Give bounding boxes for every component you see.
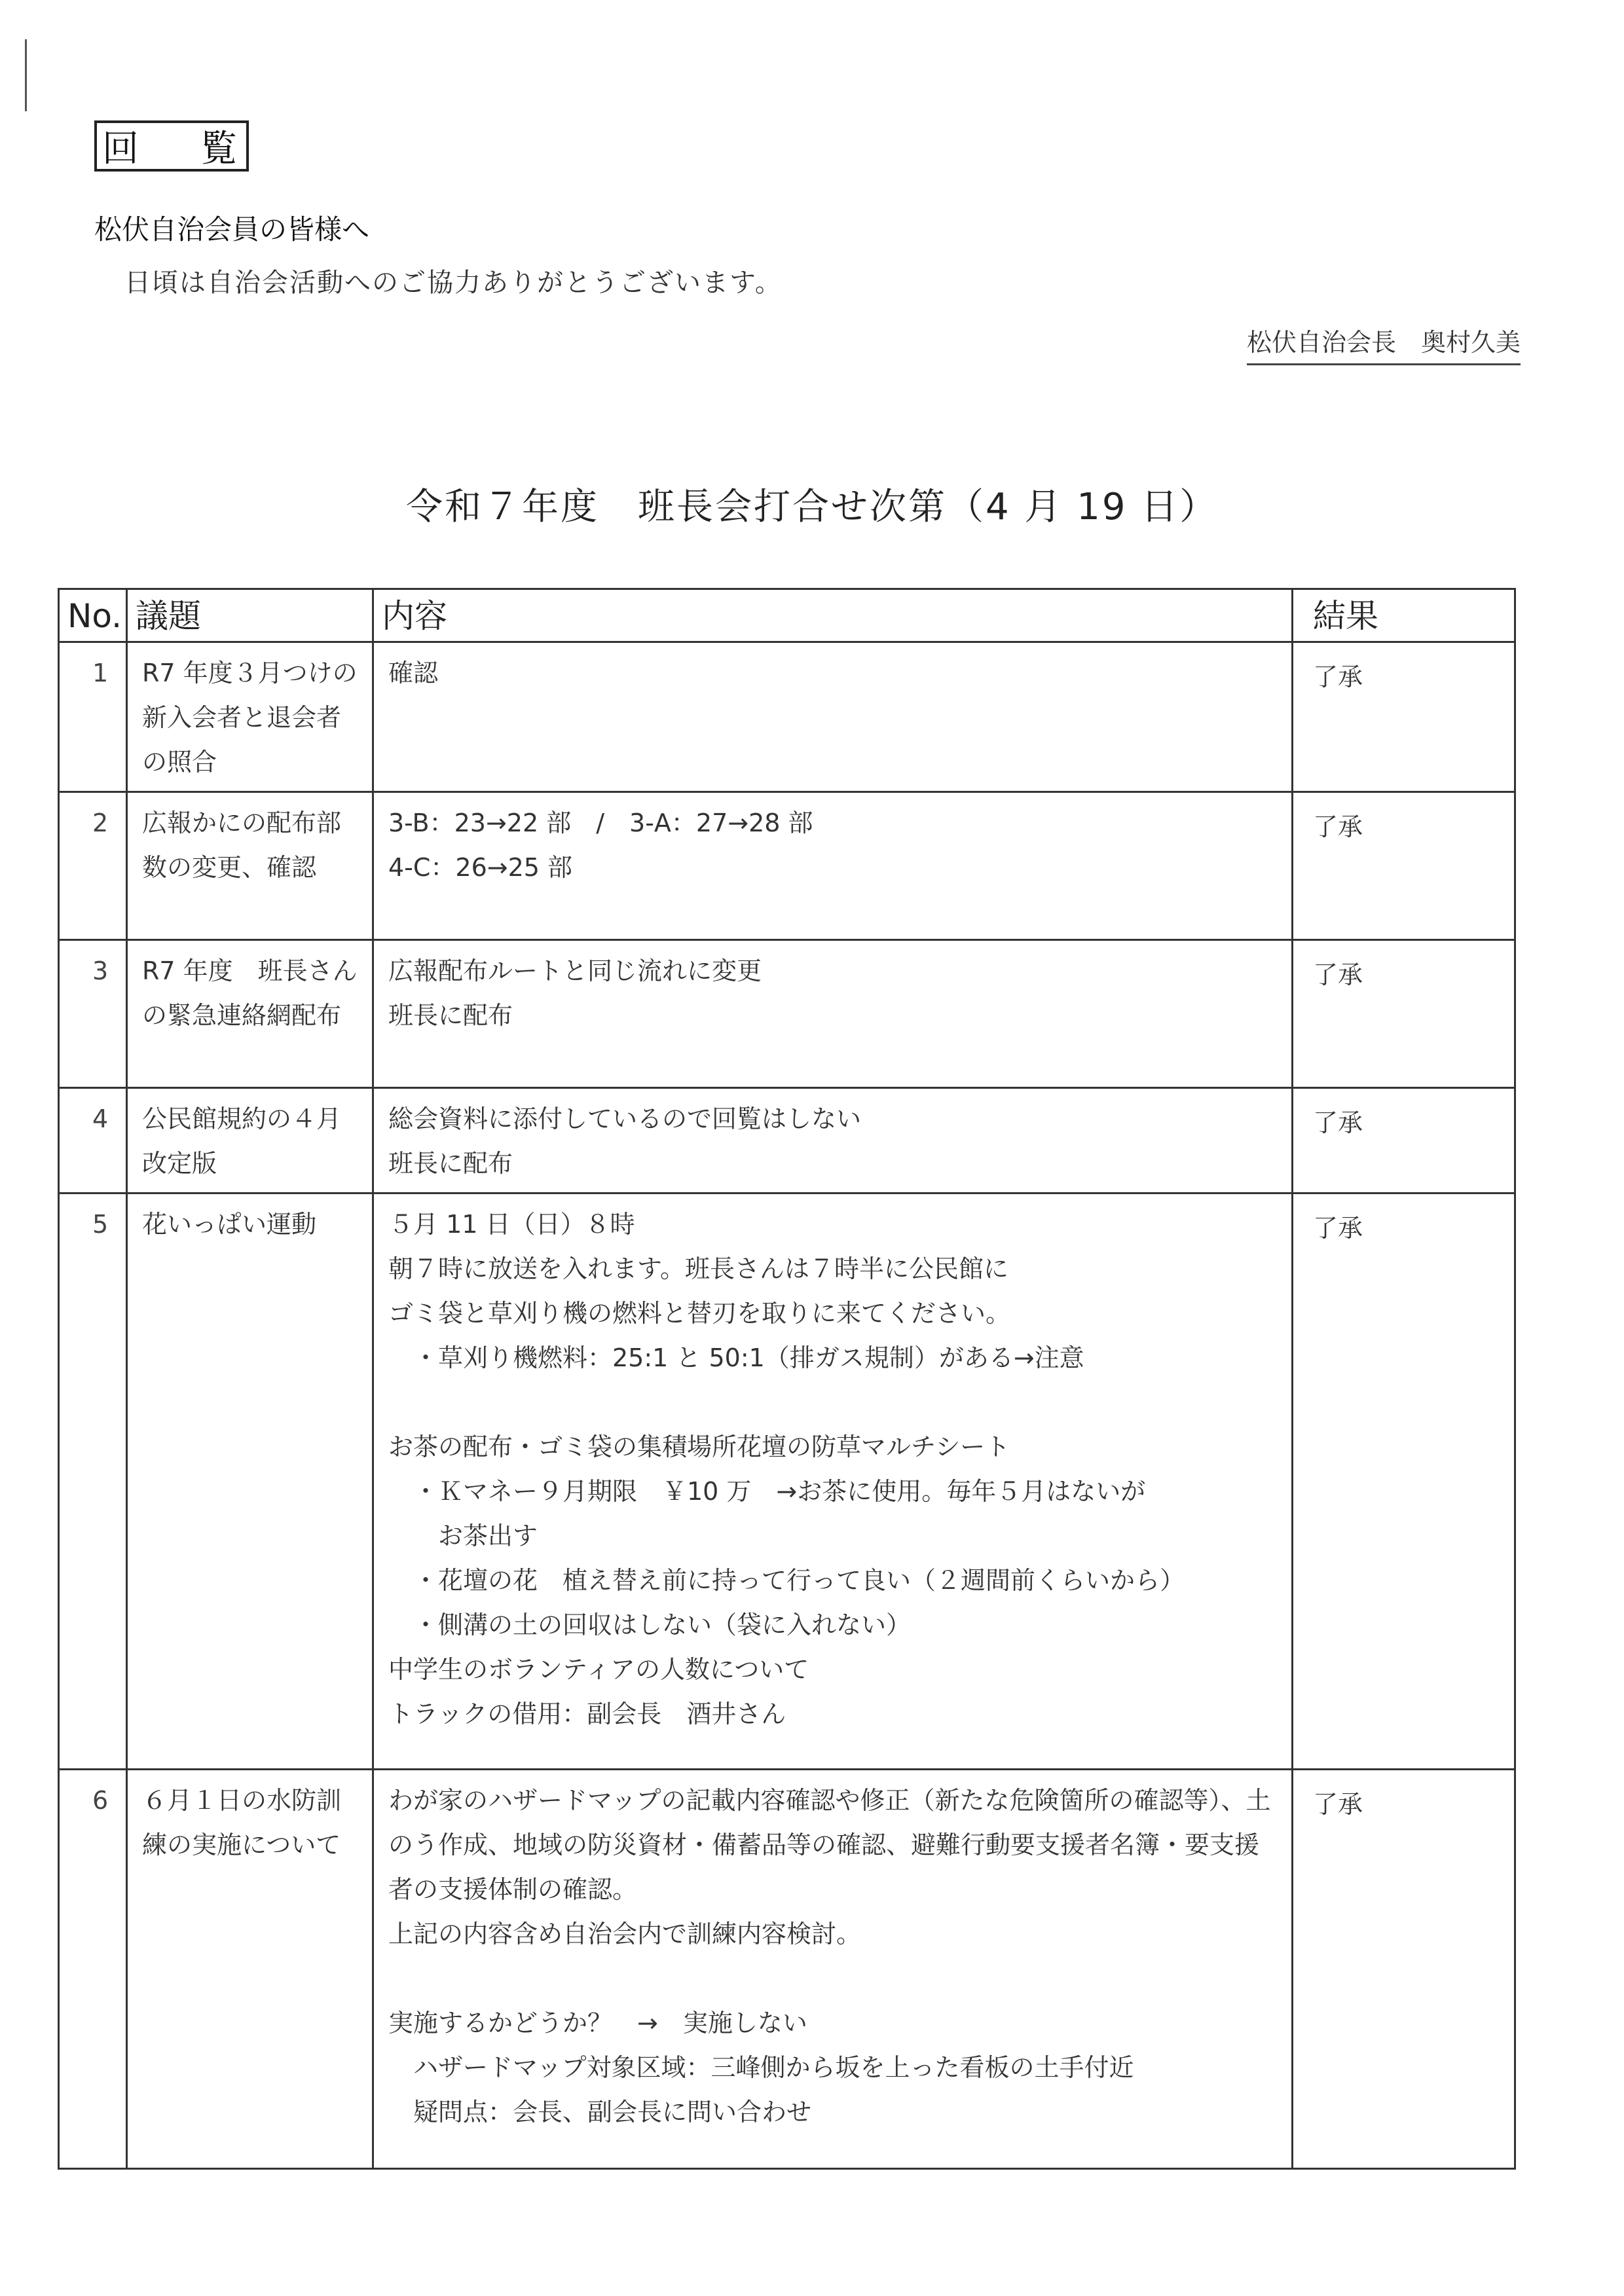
table-row bbox=[59, 1088, 1515, 1194]
row-topic: ６月１日の水防訓練の実施について bbox=[127, 1770, 373, 2169]
content-line: ・側溝の土の回収はしない（袋に入れない） bbox=[388, 1611, 912, 1639]
table-row bbox=[59, 1194, 1515, 1770]
row-number: 3 bbox=[59, 940, 127, 1088]
content-line: ハザードマップ対象区域：三峰側から坂を上った看板の土手付近 bbox=[388, 2053, 1134, 2082]
row-topic: R7 年度 班長さんの緊急連絡網配布 bbox=[127, 940, 373, 1088]
content-line: 広報配布ルートと同じ流れに変更 bbox=[388, 957, 762, 985]
row-topic: 公民館規約の４月改定版 bbox=[127, 1088, 373, 1194]
row-number: 5 bbox=[59, 1194, 127, 1770]
content-line: トラックの借用：副会長 酒井さん bbox=[388, 1700, 786, 1728]
content-line: 上記の内容含め自治会内で訓練内容検討。 bbox=[388, 1920, 862, 1948]
table-row bbox=[59, 940, 1515, 1088]
row-content bbox=[373, 940, 1293, 1088]
row-content bbox=[373, 1770, 1293, 2169]
content-line: 実施するかどうか？ → 実施しない bbox=[388, 2009, 807, 2037]
content-line: 確認 bbox=[388, 659, 439, 687]
circulation-char-1: 回 bbox=[102, 128, 139, 170]
content-line: 班長に配布 bbox=[388, 1149, 513, 1178]
content-line: ・Ｋマネー９月期限 ￥10 万 →お茶に使用。毎年５月はないが bbox=[388, 1477, 1146, 1506]
row-number: 1 bbox=[59, 642, 127, 792]
row-topic: 花いっぱい運動 bbox=[127, 1194, 373, 1770]
agenda-table bbox=[58, 588, 1516, 2170]
row-result: 了承 bbox=[1293, 940, 1515, 1088]
row-content bbox=[373, 792, 1293, 940]
content-line: ５月 11 日（日）８時 bbox=[388, 1210, 635, 1239]
row-content bbox=[373, 642, 1293, 792]
content-line: お茶の配布・ゴミ袋の集積場所花壇の防草マルチシート bbox=[388, 1432, 1010, 1461]
signature: 松伏自治会長 奥村久美 bbox=[1247, 322, 1521, 365]
content-line: 4-C：26→25 部 bbox=[388, 853, 573, 882]
content-line: 朝７時に放送を入れます。班長さんは７時半に公民館に bbox=[388, 1254, 1008, 1283]
content-line: 班長に配布 bbox=[388, 1001, 513, 1030]
row-topic: R7 年度３月つけの新入会者と退会者の照合 bbox=[127, 642, 373, 792]
greeting: 日頃は自治会活動へのご協力ありがとうございます。 bbox=[124, 268, 783, 298]
row-result: 了承 bbox=[1293, 1088, 1515, 1194]
content-line: 中学生のボランティアの人数について bbox=[388, 1655, 809, 1684]
content-line: ゴミ袋と草刈り機の燃料と替刃を取りに来てください。 bbox=[388, 1299, 1011, 1328]
row-result: 了承 bbox=[1293, 792, 1515, 940]
content-line bbox=[388, 1956, 1278, 2001]
content-line: わが家のハザードマップの記載内容確認や修正（新たな危険箇所の確認等）、土のう作成、地域の防災資材・備蓄品等の確認、避難行動要支援者名簿・要支援者の支援体制の確認。 bbox=[388, 1786, 1271, 1904]
content-line: ・草刈り機燃料：25:1 と 50:1（排ガス規制）がある→注意 bbox=[388, 1343, 1084, 1372]
row-number: 6 bbox=[59, 1770, 127, 2169]
header-result: 結果 bbox=[1293, 589, 1515, 642]
row-number: 2 bbox=[59, 792, 127, 940]
table-row bbox=[59, 642, 1515, 792]
row-result: 了承 bbox=[1293, 1770, 1515, 2169]
content-line: お茶出す bbox=[388, 1522, 538, 1550]
content-line bbox=[388, 1380, 1278, 1425]
content-line: ・花壇の花 植え替え前に持って行って良い（２週間前くらいから） bbox=[388, 1566, 1185, 1595]
row-number: 4 bbox=[59, 1088, 127, 1194]
salutation: 松伏自治会員の皆様へ bbox=[94, 213, 370, 246]
circulation-stamp bbox=[94, 120, 249, 172]
row-result: 了承 bbox=[1293, 1194, 1515, 1770]
header-no: No. bbox=[59, 589, 127, 642]
row-content bbox=[373, 1194, 1293, 1770]
circulation-char-2: 覧 bbox=[200, 128, 237, 170]
content-line: 疑問点：会長、副会長に問い合わせ bbox=[388, 2098, 812, 2126]
table-header-row bbox=[59, 589, 1515, 642]
row-topic: 広報かにの配布部数の変更、確認 bbox=[127, 792, 373, 940]
row-result: 了承 bbox=[1293, 642, 1515, 792]
table-row bbox=[59, 792, 1515, 940]
header-content: 内容 bbox=[373, 589, 1293, 642]
row-content bbox=[373, 1088, 1293, 1194]
header-topic: 議題 bbox=[127, 589, 373, 642]
content-line: 3-B：23→22 部 / 3-A：27→28 部 bbox=[388, 809, 813, 837]
scan-edge-mark bbox=[25, 39, 27, 111]
agenda-body bbox=[59, 642, 1515, 2169]
table-row bbox=[59, 1770, 1515, 2169]
content-line: 総会資料に添付しているので回覧はしない bbox=[388, 1104, 862, 1133]
document-title: 令和７年度 班長会打合せ次第（4 月 19 日） bbox=[406, 486, 1219, 528]
